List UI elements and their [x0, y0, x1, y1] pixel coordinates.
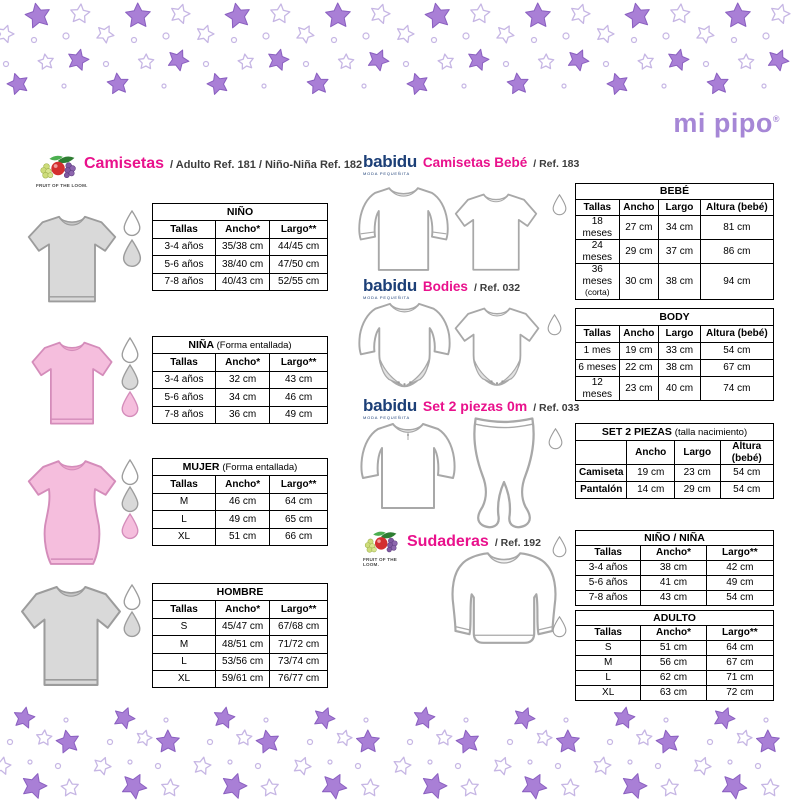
table-cell: 48/51 cm: [216, 636, 270, 653]
table-cell: 36 meses (corta): [576, 264, 620, 300]
table-row: [576, 576, 774, 591]
table-cell: 24 meses: [576, 240, 620, 264]
section-subtitle-camisetas: / Adulto Ref. 181 / Niño-Niña Ref. 182: [170, 159, 363, 171]
baby-body-longsleeve-illustration: [356, 300, 453, 395]
drop-icon-pink: [119, 391, 141, 418]
size-table-hombre: [152, 583, 328, 688]
table-cell: 38/40 cm: [216, 256, 270, 273]
table-cell: 59/61 cm: [216, 670, 270, 687]
section-title-camisetas-bebe: Camisetas Bebé: [422, 155, 528, 170]
table-row: [153, 493, 328, 510]
column-header: Ancho*: [641, 546, 706, 561]
table-cell: 63 cm: [641, 686, 706, 701]
table-cell: 30 cm: [619, 264, 659, 300]
drop-icon-white: [547, 428, 564, 450]
star-border-top-decoration: [0, 0, 800, 98]
table-cell: 38 cm: [659, 264, 701, 300]
table-cell: 32 cm: [216, 371, 270, 388]
table-cell: 62 cm: [641, 671, 706, 686]
table-cell: 35/38 cm: [216, 238, 270, 255]
section-title-sudaderas: Sudaderas: [407, 533, 489, 550]
table-cell: 51 cm: [641, 641, 706, 656]
column-header: Largo**: [706, 626, 773, 641]
drop-icon-pink: [119, 513, 141, 540]
table-cell: 12 meses: [576, 377, 620, 401]
table-title-row: [153, 459, 328, 476]
table-header-row: [576, 546, 774, 561]
table-cell: 73/74 cm: [270, 653, 328, 670]
table-row: [576, 465, 774, 482]
drop-icon-white: [551, 616, 568, 638]
table-cell: 66 cm: [270, 528, 328, 545]
column-header: Tallas: [576, 626, 641, 641]
table-cell: 49 cm: [216, 511, 270, 528]
column-header: Altura (bebé): [700, 200, 773, 216]
table-cell: 43 cm: [270, 371, 328, 388]
table-cell: 34 cm: [659, 216, 701, 240]
table-row: [153, 238, 328, 255]
section-ref-set: / Ref. 033: [533, 402, 580, 414]
drop-icon-gray: [119, 364, 141, 391]
table-row: [576, 264, 774, 300]
table-title-row: [153, 584, 328, 601]
size-table-nina: [152, 336, 328, 424]
table-row: [576, 482, 774, 499]
column-header: [576, 441, 627, 465]
table-row: [576, 641, 774, 656]
column-header: Largo**: [270, 221, 328, 238]
column-header: Ancho: [619, 326, 659, 343]
table-cell: 6 meses: [576, 360, 620, 377]
table-cell: 1 mes: [576, 343, 620, 360]
table-header-row: [576, 626, 774, 641]
drop-icon-gray: [119, 486, 141, 513]
table-cell: 27 cm: [619, 216, 659, 240]
table-title: SET 2 PIEZAS (talla nacimiento): [576, 424, 774, 441]
table-cell: 42 cm: [706, 561, 773, 576]
table-row: [153, 670, 328, 687]
table-header-row: [576, 200, 774, 216]
section-ref-sudaderas: / Ref. 192: [494, 537, 541, 549]
bodies-header: [363, 277, 520, 300]
table-title: NIÑO: [153, 204, 328, 221]
table-cell: 3-4 años: [153, 238, 216, 255]
table-cell: M: [153, 636, 216, 653]
table-cell: L: [576, 671, 641, 686]
table-title-row: [153, 337, 328, 354]
drop-icon-white: [551, 194, 568, 216]
column-header: Altura (bebé): [720, 441, 773, 465]
table-row: [576, 216, 774, 240]
drop-icon-white: [551, 536, 568, 558]
mi-pipo-logo: [640, 108, 780, 139]
column-header: Tallas: [153, 221, 216, 238]
column-header: Ancho: [627, 441, 675, 465]
table-cell: 29 cm: [674, 482, 720, 499]
table-cell: 41 cm: [641, 576, 706, 591]
column-header: Largo**: [270, 601, 328, 618]
table-cell: 47/50 cm: [270, 256, 328, 273]
drop-icon-gray: [121, 611, 143, 638]
table-row: [153, 389, 328, 406]
table-cell: 54 cm: [720, 465, 773, 482]
baby-shortsleeve-shirt-illustration: [452, 191, 540, 275]
column-header: Largo**: [270, 476, 328, 493]
table-cell: 5-6 años: [153, 389, 216, 406]
size-table-sudadera-adulto: [575, 610, 774, 701]
table-cell: 22 cm: [619, 360, 659, 377]
drop-icon-white: [546, 314, 563, 336]
table-cell: 18 meses: [576, 216, 620, 240]
fruit-of-the-loom-icon: [363, 530, 403, 555]
table-title: HOMBRE: [153, 584, 328, 601]
babidu-logo: [363, 277, 417, 300]
table-cell: 36 cm: [216, 406, 270, 423]
table-header-row: [153, 601, 328, 618]
table-cell: 44/45 cm: [270, 238, 328, 255]
table-cell: 52/55 cm: [270, 273, 328, 290]
table-title-row: [153, 204, 328, 221]
babidu-logo-text: babidu: [363, 276, 417, 295]
table-cell: 54 cm: [720, 482, 773, 499]
table-cell: S: [153, 618, 216, 635]
table-header-row: [153, 476, 328, 493]
table-cell: 64 cm: [270, 493, 328, 510]
table-title: BODY: [576, 309, 774, 326]
drop-icon-white: [119, 459, 141, 486]
size-table-sudadera-nino-nina: [575, 530, 774, 606]
table-cell: 74 cm: [700, 377, 773, 401]
column-header: Tallas: [576, 200, 620, 216]
tshirt-man-illustration: [20, 582, 122, 694]
column-header: Altura (bebé): [700, 326, 773, 343]
table-cell: 49 cm: [270, 406, 328, 423]
table-row: [576, 561, 774, 576]
babidu-logo-text: babidu: [363, 396, 417, 415]
column-header: Ancho: [619, 200, 659, 216]
table-cell: XL: [576, 686, 641, 701]
table-cell: 23 cm: [619, 377, 659, 401]
table-cell: 64 cm: [706, 641, 773, 656]
table-cell: 94 cm: [700, 264, 773, 300]
fruit-of-the-loom-icon: [38, 154, 82, 181]
table-title: ADULTO: [576, 611, 774, 626]
table-cell: 7-8 años: [153, 406, 216, 423]
star-border-bottom-decoration: [0, 702, 800, 800]
table-title-row: [576, 531, 774, 546]
size-table-nino: [152, 203, 328, 291]
column-header: Tallas: [153, 354, 216, 371]
table-row: [576, 686, 774, 701]
table-title: MUJER (Forma entallada): [153, 459, 328, 476]
table-cell: M: [576, 656, 641, 671]
camisetas-header: [36, 152, 366, 198]
table-row: [153, 528, 328, 545]
table-row: [576, 591, 774, 606]
table-cell: 49 cm: [706, 576, 773, 591]
table-cell: Camiseta: [576, 465, 627, 482]
table-title-row: [576, 611, 774, 626]
table-cell: M: [153, 493, 216, 510]
baby-longsleeve-shirt-illustration: [356, 184, 451, 276]
babidu-tagline: MODA PEQUEÑITA: [363, 415, 410, 420]
table-cell: 38 cm: [641, 561, 706, 576]
table-title: BEBÉ: [576, 184, 774, 200]
table-row: [576, 377, 774, 401]
camisetas-bebe-header: [363, 153, 579, 176]
column-header: Ancho*: [216, 601, 270, 618]
table-cell: Pantalón: [576, 482, 627, 499]
table-cell: 45/47 cm: [216, 618, 270, 635]
drop-icon-white: [119, 337, 141, 364]
table-cell: 19 cm: [619, 343, 659, 360]
column-header: Largo**: [706, 546, 773, 561]
table-row: [153, 256, 328, 273]
table-cell: 54 cm: [706, 591, 773, 606]
table-cell: L: [153, 511, 216, 528]
table-row: [153, 406, 328, 423]
drop-icon-gray: [120, 239, 144, 268]
table-cell: 23 cm: [674, 465, 720, 482]
babidu-tagline: MODA PEQUEÑITA: [363, 295, 410, 300]
table-cell: 51 cm: [216, 528, 270, 545]
table-cell: 5-6 años: [576, 576, 641, 591]
table-cell: 29 cm: [619, 240, 659, 264]
table-cell: L: [153, 653, 216, 670]
column-header: Largo: [674, 441, 720, 465]
table-cell: 33 cm: [659, 343, 701, 360]
size-table-body: [575, 308, 774, 401]
table-cell: XL: [153, 528, 216, 545]
table-cell: S: [576, 641, 641, 656]
table-cell: 76/77 cm: [270, 670, 328, 687]
table-title-row: [576, 424, 774, 441]
table-row: [153, 273, 328, 290]
table-title: NIÑO / NIÑA: [576, 531, 774, 546]
tshirt-boy-illustration: [26, 212, 118, 308]
table-cell: 67 cm: [700, 360, 773, 377]
babidu-tagline: MODA PEQUEÑITA: [363, 171, 410, 176]
table-cell: 38 cm: [659, 360, 701, 377]
fruit-of-the-loom-label: FRUIT OF THE LOOM.: [36, 183, 88, 188]
table-row: [576, 656, 774, 671]
table-cell: 7-8 años: [576, 591, 641, 606]
table-cell: 46 cm: [216, 493, 270, 510]
table-row: [576, 671, 774, 686]
set-pants-illustration: [464, 414, 544, 532]
table-cell: 14 cm: [627, 482, 675, 499]
table-cell: 86 cm: [700, 240, 773, 264]
babidu-logo-text: babidu: [363, 152, 417, 171]
table-row: [576, 360, 774, 377]
drop-icon-white: [121, 210, 143, 237]
table-row: [153, 511, 328, 528]
table-cell: 37 cm: [659, 240, 701, 264]
registered-mark: ®: [772, 114, 780, 124]
column-header: Tallas: [153, 476, 216, 493]
size-table-set: [575, 423, 774, 499]
table-row: [576, 343, 774, 360]
section-title-bodies: Bodies: [422, 279, 468, 294]
table-cell: 19 cm: [627, 465, 675, 482]
table-cell: 5-6 años: [153, 256, 216, 273]
table-cell: 71 cm: [706, 671, 773, 686]
table-cell: 53/56 cm: [216, 653, 270, 670]
table-header-row: [576, 326, 774, 343]
column-header: Largo: [659, 326, 701, 343]
tshirt-girl-illustration: [28, 334, 116, 434]
column-header: Largo: [659, 200, 701, 216]
table-header-row: [576, 441, 774, 465]
table-cell: 67/68 cm: [270, 618, 328, 635]
size-table-mujer: [152, 458, 328, 546]
column-header: Tallas: [153, 601, 216, 618]
column-header: Ancho*: [216, 476, 270, 493]
column-header: Tallas: [576, 326, 620, 343]
column-header: Ancho*: [216, 221, 270, 238]
size-table-bebe: [575, 183, 774, 300]
table-title-row: [576, 184, 774, 200]
table-row: [153, 636, 328, 653]
table-row: [153, 618, 328, 635]
table-cell: 71/72 cm: [270, 636, 328, 653]
table-cell: 72 cm: [706, 686, 773, 701]
table-cell: 7-8 años: [153, 273, 216, 290]
table-title: NIÑA (Forma entallada): [153, 337, 328, 354]
babidu-logo: [363, 153, 417, 176]
table-cell: 3-4 años: [576, 561, 641, 576]
babidu-logo: [363, 397, 417, 420]
table-cell: 43 cm: [641, 591, 706, 606]
column-header: Tallas: [576, 546, 641, 561]
table-cell: 46 cm: [270, 389, 328, 406]
section-title-set: Set 2 piezas 0m: [422, 398, 528, 414]
table-header-row: [153, 221, 328, 238]
baby-body-shortsleeve-illustration: [452, 304, 542, 394]
table-row: [153, 653, 328, 670]
table-cell: 34 cm: [216, 389, 270, 406]
table-title-row: [576, 309, 774, 326]
column-header: Ancho*: [216, 354, 270, 371]
mi-pipo-logo-text: mi pipo: [673, 108, 773, 138]
set-shirt-illustration: [358, 420, 458, 514]
table-cell: 40/43 cm: [216, 273, 270, 290]
table-cell: 56 cm: [641, 656, 706, 671]
table-cell: 65 cm: [270, 511, 328, 528]
section-ref-camisetas-bebe: / Ref. 183: [533, 158, 580, 170]
table-cell: XL: [153, 670, 216, 687]
column-header: Largo**: [270, 354, 328, 371]
table-row: [576, 240, 774, 264]
section-ref-bodies: / Ref. 032: [473, 282, 521, 294]
sweatshirt-illustration: [444, 549, 564, 659]
table-cell: 81 cm: [700, 216, 773, 240]
table-row: [153, 371, 328, 388]
drop-icon-white: [121, 584, 143, 611]
section-title-camisetas: Camisetas: [84, 155, 165, 172]
table-cell: 67 cm: [706, 656, 773, 671]
table-cell: 40 cm: [659, 377, 701, 401]
fruit-of-the-loom-label: FRUIT OF THE LOOM.: [363, 557, 398, 567]
tshirt-woman-illustration: [24, 456, 120, 572]
table-header-row: [153, 354, 328, 371]
table-cell: 54 cm: [700, 343, 773, 360]
table-cell: 3-4 años: [153, 371, 216, 388]
column-header: Ancho*: [641, 626, 706, 641]
